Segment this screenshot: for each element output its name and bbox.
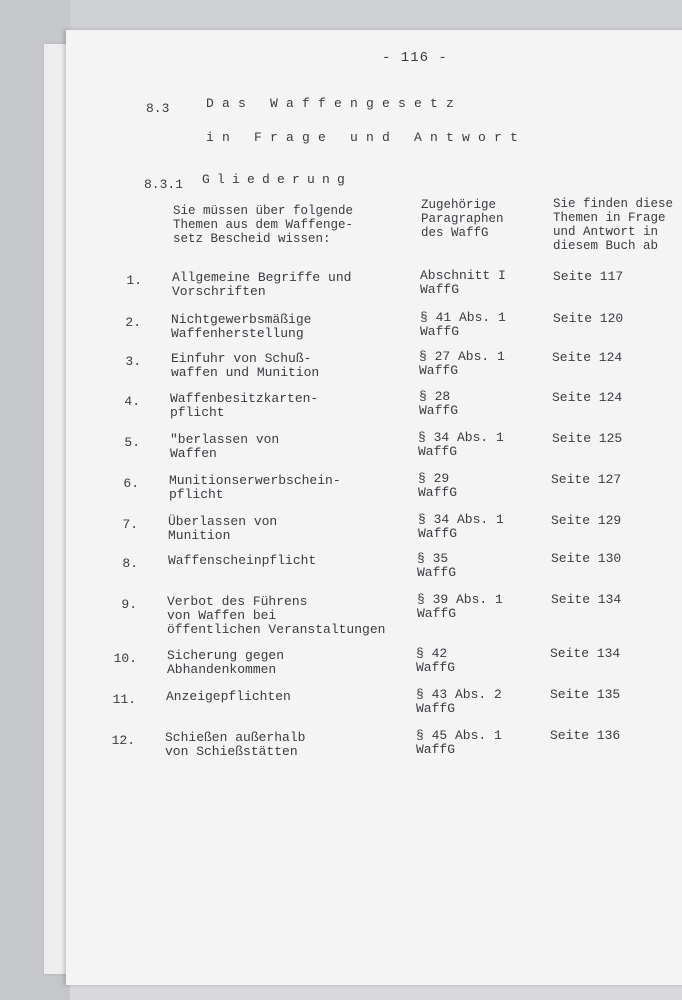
row-topic: Sicherung gegen Abhandenkommen: [167, 648, 285, 677]
row-number: 10.: [113, 651, 137, 666]
row-number: 5.: [124, 435, 140, 450]
row-page-ref: Seite 129: [551, 513, 622, 528]
row-paragraph: § 35 WaffG: [417, 551, 457, 580]
row-page-ref: Seite 135: [550, 687, 621, 702]
row-paragraph: § 42 WaffG: [416, 646, 456, 675]
row-page-ref: Seite 117: [553, 269, 624, 284]
row-topic: Anzeigepflichten: [166, 689, 291, 704]
row-paragraph: § 39 Abs. 1 WaffG: [417, 592, 503, 621]
row-topic: Waffenscheinpflicht: [168, 553, 317, 568]
row-topic: "berlassen von Waffen: [170, 432, 280, 461]
row-number: 6.: [123, 476, 139, 491]
row-paragraph: § 28 WaffG: [419, 389, 459, 418]
row-number: 8.: [122, 556, 138, 571]
row-paragraph: § 34 Abs. 1 WaffG: [418, 430, 504, 459]
row-page-ref: Seite 134: [551, 592, 622, 607]
row-topic: Munitionserwerbschein- pflicht: [169, 473, 341, 502]
row-paragraph: § 43 Abs. 2 WaffG: [416, 687, 502, 716]
row-topic: Schießen außerhalb von Schießstätten: [165, 730, 306, 759]
row-number: 9.: [121, 597, 137, 612]
column-header-topics: Sie müssen über folgende Themen aus dem Waffenge- setz Bescheid wissen:: [173, 204, 354, 246]
row-topic: Allgemeine Begriffe und Vorschriften: [172, 270, 352, 299]
row-paragraph: § 29 WaffG: [418, 471, 458, 500]
row-paragraph: § 27 Abs. 1 WaffG: [419, 349, 505, 378]
subsection-number: 8.3.1: [144, 177, 184, 192]
page-number: - 116 -: [382, 50, 448, 66]
row-topic: Überlassen von Munition: [168, 514, 278, 543]
row-number: 12.: [111, 733, 135, 748]
row-page-ref: Seite 127: [551, 472, 622, 487]
row-page-ref: Seite 130: [551, 551, 622, 566]
column-header-pages: Sie finden diese Themen in Frage und Antwort in diesem Buch ab: [553, 197, 674, 253]
row-page-ref: Seite 120: [553, 311, 624, 326]
section-number: 8.3: [146, 101, 170, 116]
row-number: 1.: [126, 273, 142, 288]
column-header-paragraphs: Zugehörige Paragraphen des WaffG: [421, 198, 504, 240]
row-page-ref: Seite 124: [552, 390, 623, 405]
row-paragraph: Abschnitt I WaffG: [420, 268, 506, 297]
row-number: 2.: [125, 315, 141, 330]
row-paragraph: § 34 Abs. 1 WaffG: [418, 512, 504, 541]
row-number: 7.: [122, 517, 138, 532]
row-number: 4.: [124, 394, 140, 409]
row-topic: Einfuhr von Schuß- waffen und Munition: [171, 351, 320, 380]
section-title-line1: Das Waffengesetz: [206, 96, 463, 111]
row-paragraph: § 45 Abs. 1 WaffG: [416, 728, 502, 757]
row-topic: Verbot des Führens von Waffen bei öffentlichen Veranstaltungen: [167, 594, 386, 637]
row-number: 3.: [125, 354, 141, 369]
row-number: 11.: [112, 692, 136, 707]
row-page-ref: Seite 124: [552, 350, 623, 365]
row-paragraph: § 41 Abs. 1 WaffG: [420, 310, 506, 339]
row-page-ref: Seite 136: [550, 728, 621, 743]
row-page-ref: Seite 125: [552, 431, 623, 446]
row-topic: Nichtgewerbsmäßige Waffenherstellung: [171, 312, 312, 341]
row-topic: Waffenbesitzkarten- pflicht: [170, 391, 319, 420]
row-page-ref: Seite 134: [550, 646, 621, 661]
section-title-line2: in Frage und Antwort: [206, 130, 527, 145]
document-page: [66, 30, 682, 985]
subsection-title: Gliederung: [202, 172, 353, 187]
